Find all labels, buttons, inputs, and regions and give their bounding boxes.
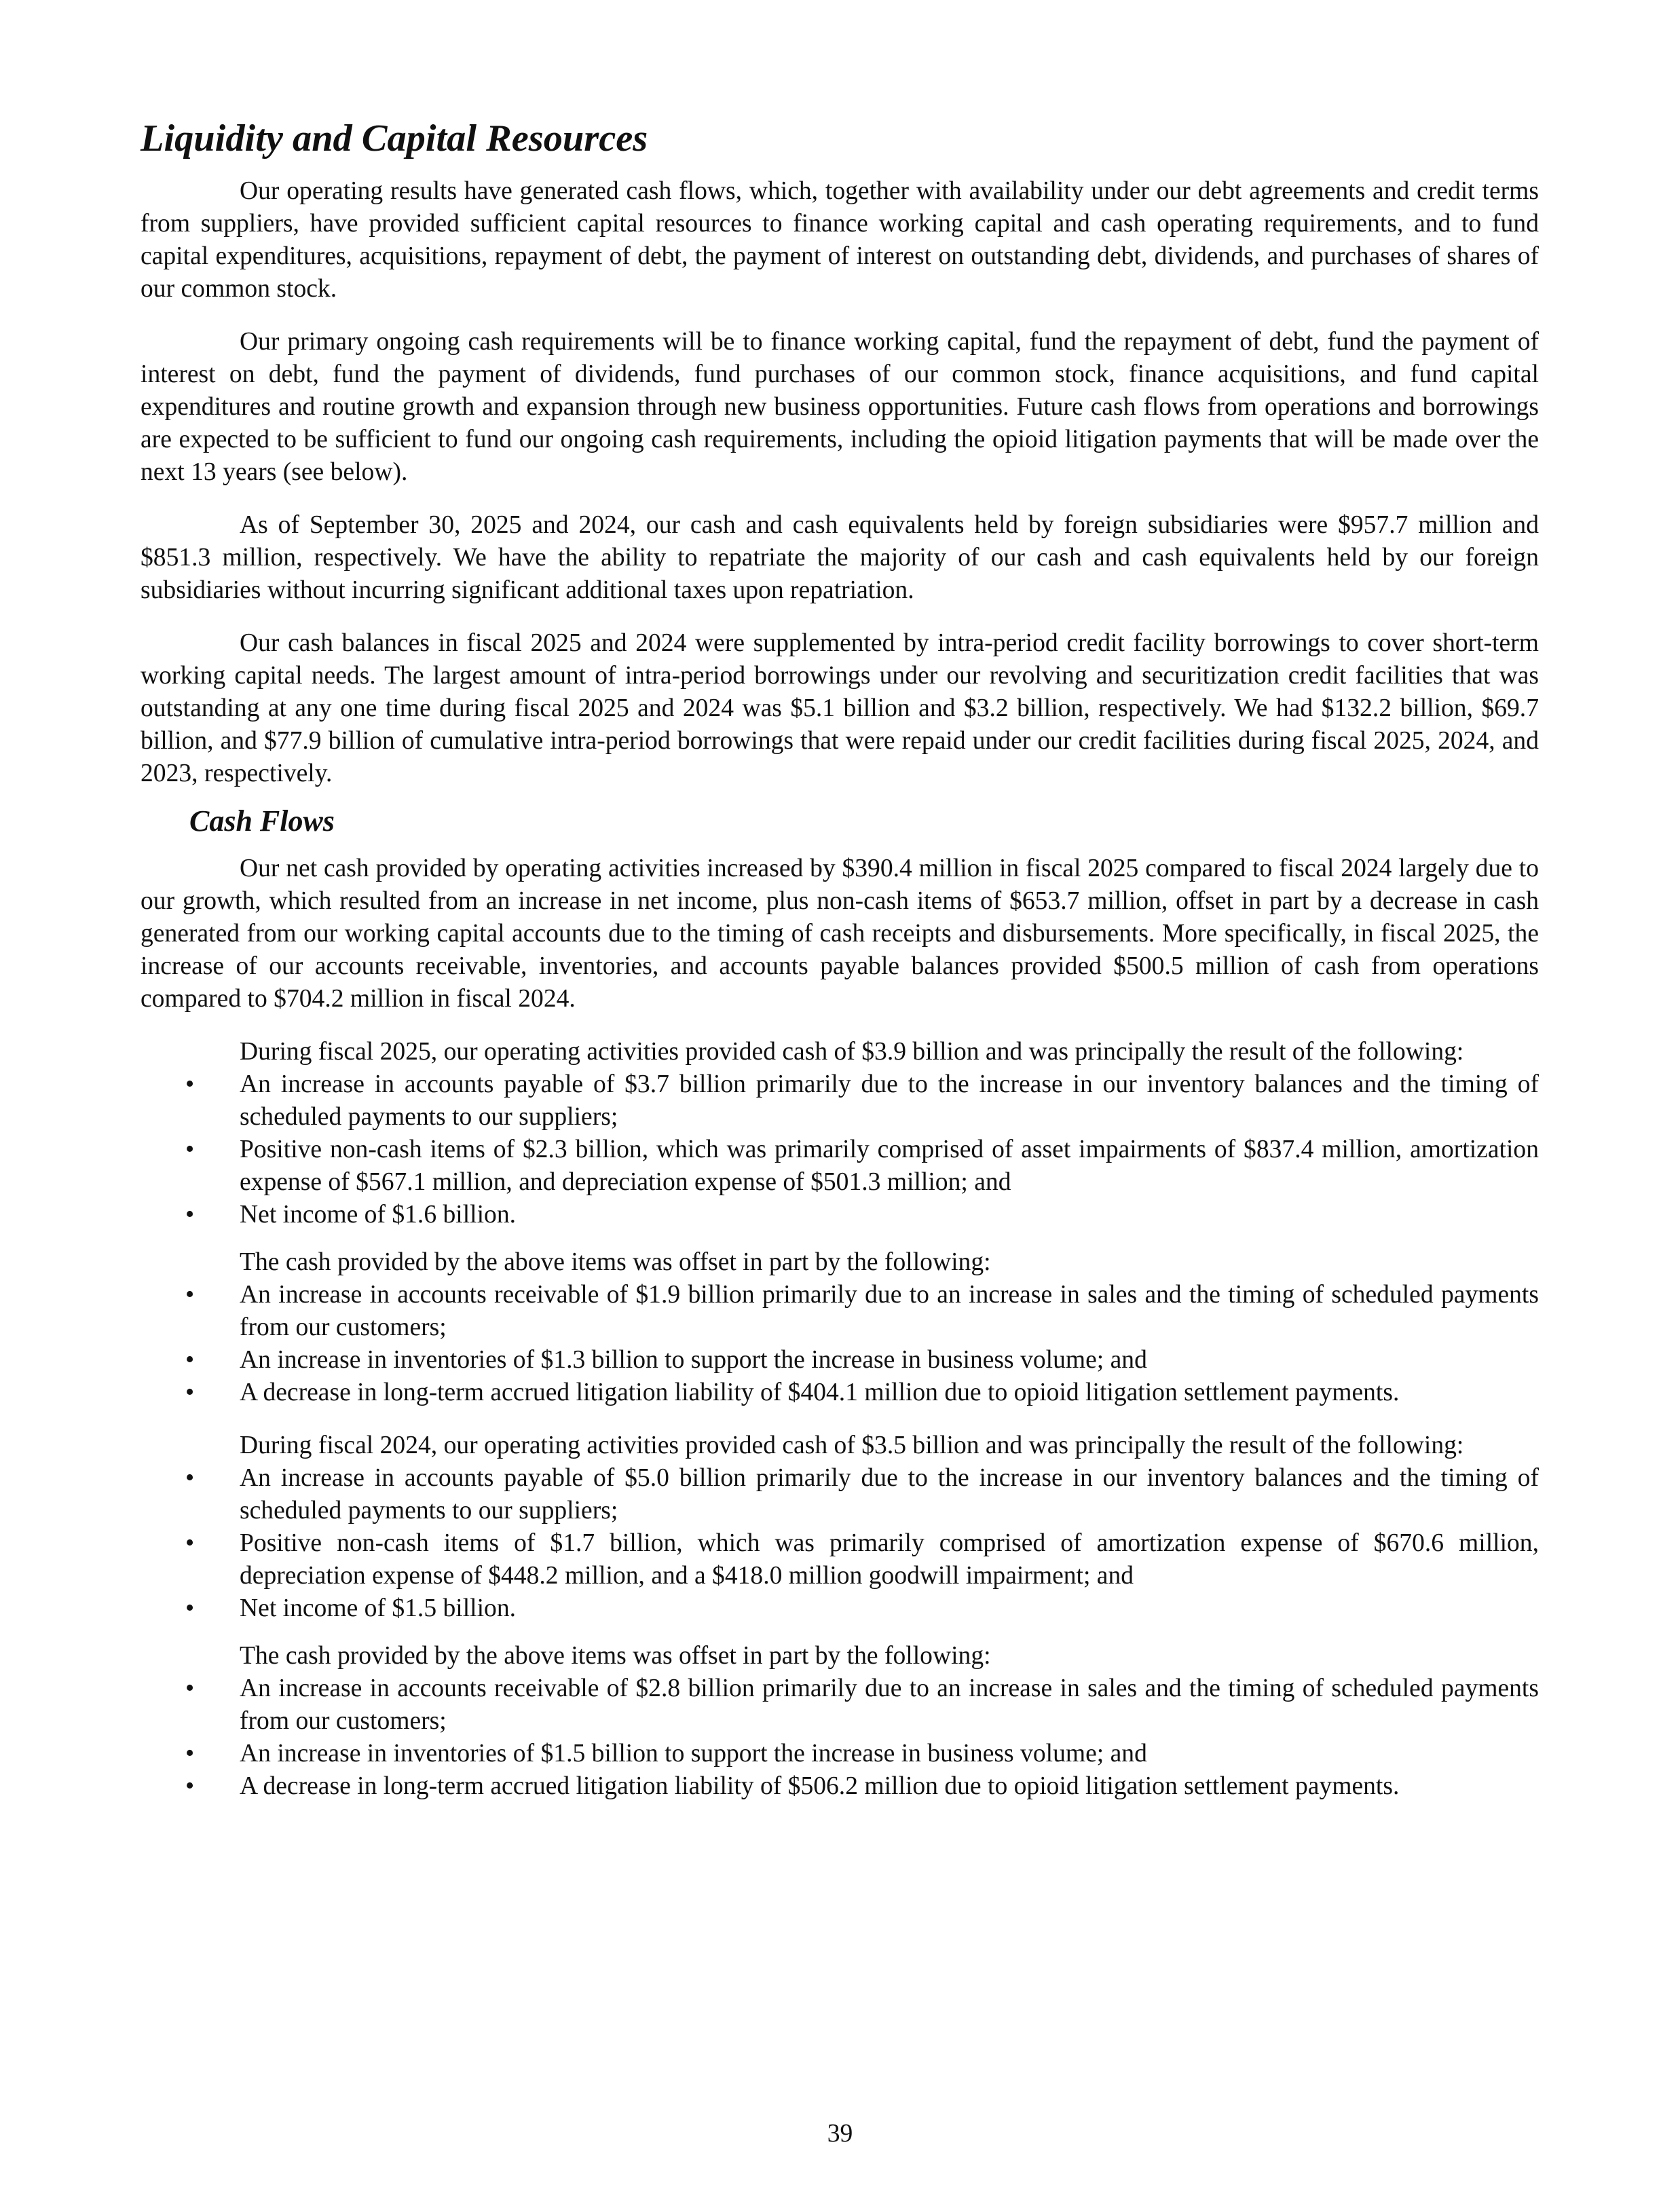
list-item xyxy=(141,1134,1539,1199)
bullet-symbol: • xyxy=(185,1529,195,1557)
paragraph-operating-results: Our operating results have generated cash flows, which, together with availability under our debt agreements and credit terms from suppliers, have provided sufficient capital resources to finance working capital and cash operating requirements, and to fund capital expenditures, acquisitions, repayment of debt, the payment of interest on outstanding debt, dividends, and purchases of shares of our common stock. xyxy=(141,177,1539,303)
subsection-heading-cash-flows: Cash Flows xyxy=(189,804,335,838)
bullet-symbol: • xyxy=(185,1772,195,1800)
list-item xyxy=(141,1592,1539,1625)
bullet-symbol: • xyxy=(185,1594,195,1622)
bullet-symbol: • xyxy=(185,1136,195,1163)
bullet-symbol: • xyxy=(185,1070,195,1098)
list-item-text: An increase in inventories of $1.5 billion to support the increase in business volume; and xyxy=(240,1740,1147,1767)
bullet-symbol: • xyxy=(185,1346,195,1374)
list-item-text: An increase in accounts receivable of $2.8 billion primarily due to an increase in sales and the timing of scheduled payments from our customers; xyxy=(240,1675,1539,1735)
bullet-symbol: • xyxy=(185,1281,195,1309)
bullet-symbol: • xyxy=(185,1740,195,1767)
paragraph-fy2024-intro: During fiscal 2024, our operating activities provided cash of $3.5 billion and was principally the result of the following: xyxy=(240,1432,1464,1459)
list-item-text: Positive non-cash items of $1.7 billion, which was primarily comprised of amortization expense of $670.6 million, depreciation expense of $448.2 million, and a $418.0 million goodwill impairment; and xyxy=(240,1529,1539,1590)
list-item xyxy=(141,1344,1539,1377)
list-item xyxy=(141,1738,1539,1770)
list-item-text: Positive non-cash items of $2.3 billion, which was primarily comprised of asset impairments of $837.4 million, amortization expense of $567.1 million, and depreciation expense of $501.3 million; and xyxy=(240,1136,1539,1196)
list-item-text: An increase in inventories of $1.3 billion to support the increase in business volume; and xyxy=(240,1346,1147,1374)
list-item xyxy=(141,1462,1539,1527)
list-item xyxy=(141,1279,1539,1344)
list-item-text: An increase in accounts payable of $3.7 billion primarily due to the increase in our inventory balances and the timing of scheduled payments to our suppliers; xyxy=(240,1070,1539,1131)
paragraph-fy2025-intro: During fiscal 2025, our operating activities provided cash of $3.9 billion and was principally the result of the following: xyxy=(240,1038,1464,1066)
bullet-symbol: • xyxy=(185,1201,195,1229)
list-item-text: Net income of $1.6 billion. xyxy=(240,1201,517,1229)
section-heading: Liquidity and Capital Resources xyxy=(141,117,648,160)
bullet-symbol: • xyxy=(185,1675,195,1702)
bullet-symbol: • xyxy=(185,1464,195,1492)
bullet-symbol: • xyxy=(185,1379,195,1406)
paragraph-net-cash-operating: Our net cash provided by operating activities increased by $390.4 million in fiscal 2025 compared to fiscal 2024 largely due to our growth, which resulted from an increase in net income, plus non-cash items of $653.7 million, offset in part by a decrease in cash generated from our working capital accounts due to the timing of cash receipts and disbursements. More specifically, in fiscal 2025, the increase of our accounts receivable, inventories, and accounts payable balances provided $500.5 million of cash from operations compared to $704.2 million in fiscal 2024. xyxy=(141,855,1539,1013)
list-item xyxy=(141,1068,1539,1134)
list-item xyxy=(141,1770,1539,1803)
list-item xyxy=(141,1672,1539,1738)
list-item-text: An increase in accounts receivable of $1.9 billion primarily due to an increase in sales and the timing of scheduled payments from our customers; xyxy=(240,1281,1539,1341)
list-item-text: An increase in accounts payable of $5.0 billion primarily due to the increase in our inventory balances and the timing of scheduled payments to our suppliers; xyxy=(240,1464,1539,1524)
list-item xyxy=(141,1527,1539,1592)
list-item-text: A decrease in long-term accrued litigation liability of $506.2 million due to opioid litigation settlement payments. xyxy=(240,1772,1400,1800)
paragraph-fy2025-offset-intro: The cash provided by the above items was offset in part by the following: xyxy=(240,1248,991,1276)
paragraph-credit-borrowings: Our cash balances in fiscal 2025 and 2024 were supplemented by intra-period credit facility borrowings to cover short-term working capital needs. The largest amount of intra-period borrowings under our revolving and securitization credit facilities that was outstanding at any one time during fiscal 2025 and 2024 was $5.1 billion and $3.2 billion, respectively. We had $132.2 billion, $69.7 billion, and $77.9 billion of cumulative intra-period borrowings that were repaid under our credit facilities during fiscal 2025, 2024, and 2023, respectively. xyxy=(141,629,1539,787)
paragraph-fy2024-offset-intro: The cash provided by the above items was offset in part by the following: xyxy=(240,1642,991,1670)
paragraph-cash-requirements: Our primary ongoing cash requirements will be to finance working capital, fund the repayment of debt, fund the payment of interest on debt, fund the payment of dividends, fund purchases of our common stock, finance acquisitions, and fund capital expenditures and routine growth and expansion through new business opportunities. Future cash flows from operations and borrowings are expected to be sufficient to fund our ongoing cash requirements, including the opioid litigation payments that will be made over the next 13 years (see below). xyxy=(141,328,1539,486)
document-page xyxy=(141,117,1539,1803)
list-item xyxy=(141,1199,1539,1231)
list-item xyxy=(141,1377,1539,1409)
list-item-text: A decrease in long-term accrued litigation liability of $404.1 million due to opioid litigation settlement payments. xyxy=(240,1379,1400,1406)
paragraph-foreign-subsidiaries: As of September 30, 2025 and 2024, our cash and cash equivalents held by foreign subsidiaries were $957.7 million and $851.3 million, respectively. We have the ability to repatriate the majority of our cash and cash equivalents held by our foreign subsidiaries without incurring significant additional taxes upon repatriation. xyxy=(141,511,1539,604)
list-item-text: Net income of $1.5 billion. xyxy=(240,1594,517,1622)
page-number: 39 xyxy=(827,2120,853,2148)
